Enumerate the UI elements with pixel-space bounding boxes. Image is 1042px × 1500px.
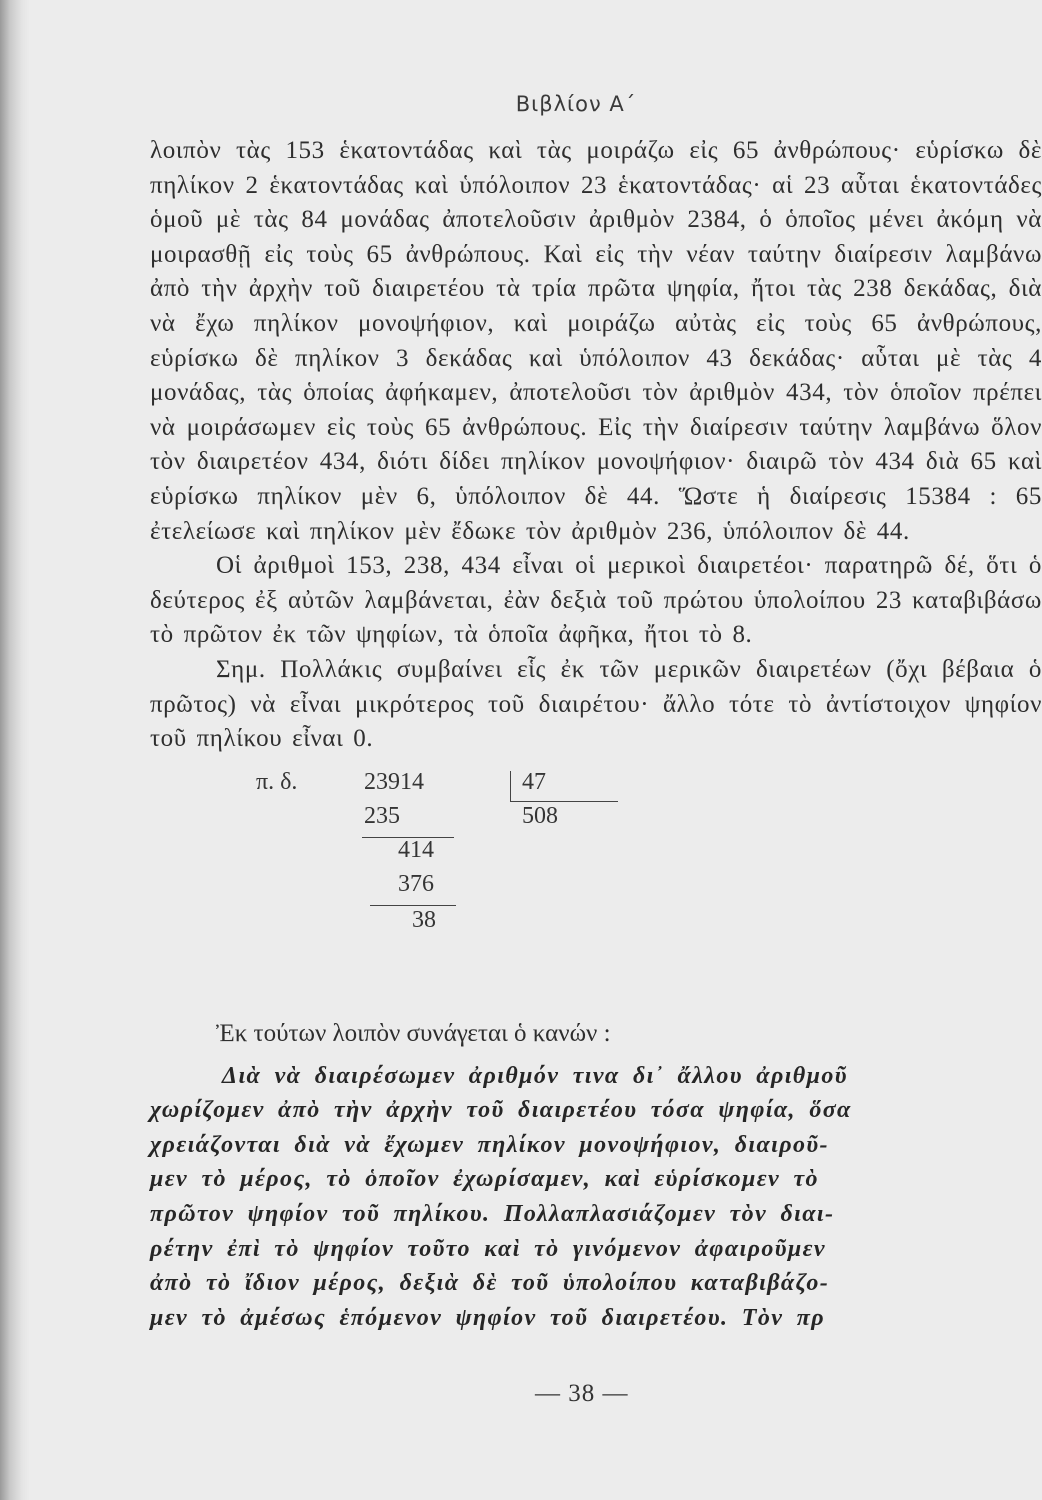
dividend: 23914 bbox=[364, 768, 424, 795]
step-product-1: 235 bbox=[364, 802, 400, 829]
rule-line: ρέτην ἐπὶ τὸ ψηφίον τοῦτο καὶ τὸ γινόμενον ἀφαιροῦμεν bbox=[150, 1235, 826, 1262]
page-number: — 38 — bbox=[535, 1380, 629, 1407]
running-title: Βιβλίον Α΄ bbox=[515, 92, 637, 116]
rule-line: πρῶτον ψηφίον τοῦ πηλίκου. Πολλαπλασιάζομεν τὸν διαι- bbox=[150, 1201, 835, 1228]
rule-intro: Ἐκ τούτων λοιπὸν συνάγεται ὁ κανών : bbox=[216, 1019, 611, 1047]
division-bracket-horizontal bbox=[510, 801, 618, 802]
example-label: π. δ. bbox=[256, 768, 298, 795]
book-binding-shadow bbox=[0, 0, 30, 1500]
paragraph-partial-dividends: Οἱ ἀριθμοὶ 153, 238, 434 εἶναι οἱ μερικοὶ διαιρετέοι· παρατηρῶ δέ, ὅτι ὁ δεύτερος ἐξ αὐτῶν λαμβάνεται, ἐὰν δεξιὰ τοῦ πρώτου ὑπολοίπου 23 καταβιβάσω τὸ πρῶτον ἐκ τῶν ψηφίων, τὰ ὁποῖα ἀφῆκα, ἤτοι τὸ 8. bbox=[150, 552, 1042, 649]
quotient: 508 bbox=[522, 802, 558, 829]
rule-line: ἀπὸ τὸ ἴδιον μέρος, δεξιὰ δὲ τοῦ ὑπολοίπου καταβιβάζο- bbox=[150, 1270, 830, 1297]
rule-line: Διὰ νὰ διαιρέσωμεν ἀριθμόν τινα δι᾽ ἄλλου ἀριθμοῦ bbox=[222, 1062, 848, 1089]
divisor: 47 bbox=[522, 768, 546, 795]
step-product-2: 376 bbox=[398, 870, 434, 897]
page-content bbox=[150, 92, 1042, 1335]
final-remainder: 38 bbox=[412, 906, 436, 933]
paragraph-note: Σημ. Πολλάκις συμβαίνει εἷς ἐκ τῶν μερικῶν διαιρετέων (ὄχι βέβαια ὁ πρῶτος) νὰ εἶναι μικρότερος τοῦ διαιρέτου· ἄλλο τότε τὸ ἀντίστοιχον ψηφίον τοῦ πηλίκου εἶναι 0. bbox=[150, 655, 1042, 753]
rule-line: χωρίζομεν ἀπὸ τὴν ἀρχὴν τοῦ διαιρετέου τόσα ψηφία, ὅσα bbox=[150, 1097, 852, 1124]
division-rule bbox=[150, 1059, 1042, 1336]
subtraction-line-2 bbox=[370, 905, 456, 906]
rule-line: χρειάζονται διὰ νὰ ἔχωμεν πηλίκον μονοψήφιον, διαιροῦ- bbox=[150, 1131, 829, 1158]
rule-line: μεν τὸ μέρος, τὸ ὁποῖον ἐχωρίσαμεν, καὶ εὑρίσκομεν τὸ bbox=[150, 1166, 819, 1193]
long-division-example bbox=[150, 757, 1042, 1017]
division-bracket-vertical bbox=[510, 771, 511, 801]
step-remainder-1: 414 bbox=[398, 836, 434, 863]
rule-line: μεν τὸ ἀμέσως ἑπόμενον ψηφίον τοῦ διαιρετέου. Τὸν πρ bbox=[150, 1304, 825, 1331]
paragraph-division-explanation: λοιπὸν τὰς 153 ἑκατοντάδας καὶ τὰς μοιράζω εἰς 65 ἀνθρώπους· εὑρίσκω δὲ πηλίκον 2 ἑκατοντάδας καὶ ὑπόλοιπον 23 ἑκατοντάδας· αἱ 23 αὗται ἑκατοντάδες ὁμοῦ μὲ τὰς 84 μονάδας ἀποτελοῦσιν ἀριθμὸν 2384, ὁ ὁποῖος μένει ἀκόμη νὰ μοιρασθῇ εἰς τοὺς 65 ἀνθρώπους. Καὶ εἰς τὴν νέαν ταύτην διαίρεσιν λαμβάνω ἀπὸ τὴν ἀρχὴν τοῦ διαιρετέου τὰ τρία πρῶτα ψηφία, ἤτοι τὰς 238 δεκάδας, διὰ νὰ ἔχω πηλίκον μονοψήφιον, καὶ μοιράζω αὐτὰς εἰς τοὺς 65 ἀνθρώπους, εὑρίσκω δὲ πηλίκον 3 δεκάδας καὶ ὑπόλοιπον 43 δεκάδας· αὗται μὲ τὰς 4 μονάδας, τὰς ὁποίας ἀφήκαμεν, ἀποτελοῦσι τὸν ἀριθμὸν 434, τὸν ὁποῖον πρέπει νὰ μοιράσωμεν εἰς τοὺς 65 ἀνθρώπους. Εἰς τὴν διαίρεσιν ταύτην λαμβάνω ὅλον τὸν διαιρετέον 434, διότι δίδει πηλίκον μονοψήφιον· διαιρῶ τὸν 434 διὰ 65 καὶ εὑρίσκω πηλίκον μὲν 6, ὑπόλοιπον δὲ 44. Ὥστε ἡ διαίρεσις 15384 : 65 ἐτελείωσε καὶ πηλίκον μὲν ἔδωκε τὸν ἀριθμὸν 236, ὑπόλοιπον δὲ 44. bbox=[150, 137, 1042, 545]
